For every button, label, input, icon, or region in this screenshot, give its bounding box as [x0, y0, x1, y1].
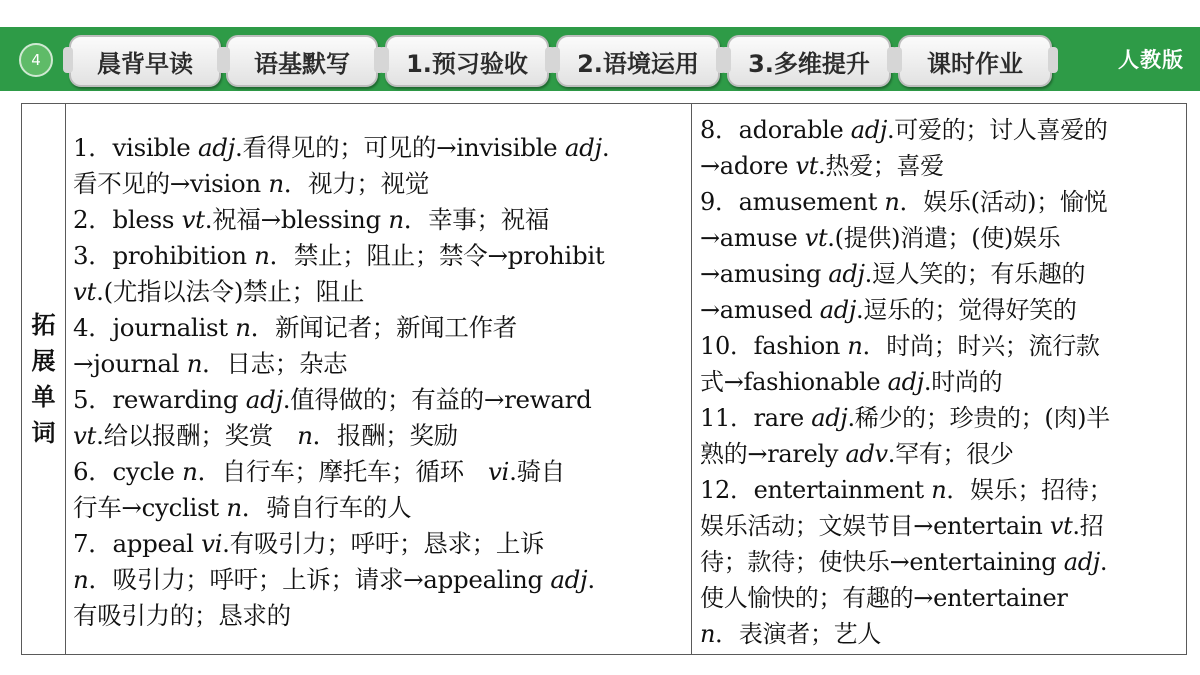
- part-of-speech: vt: [181, 205, 205, 234]
- vocab-line: [73, 238, 685, 274]
- part-of-speech: n: [186, 349, 203, 378]
- part-of-speech: n: [931, 476, 947, 504]
- vocab-text: .祝福→blessing: [204, 205, 389, 234]
- tab-vocabulary-dictation[interactable]: 语基默写: [226, 35, 378, 87]
- vocab-text: ．骑自行车的人: [241, 493, 412, 522]
- vocab-line: [700, 328, 1184, 364]
- vocabulary-column-right: [692, 104, 1188, 654]
- part-of-speech: adj: [811, 404, 848, 432]
- vocab-text: ．自行车；摩托车；循环: [197, 457, 488, 486]
- vocab-text: 10．fashion: [700, 332, 848, 360]
- vocab-text: ．表演者；艺人: [715, 620, 882, 648]
- vocab-line: [700, 508, 1184, 544]
- vocab-line: [73, 562, 685, 598]
- part-of-speech: n: [297, 421, 313, 450]
- vocab-text: 2．bless: [73, 205, 182, 234]
- vocab-line: [73, 490, 685, 526]
- part-of-speech: vi: [201, 529, 223, 558]
- vocab-text: 9．amusement: [700, 188, 885, 216]
- vocab-text: 6．cycle: [73, 457, 183, 486]
- vocab-line: [73, 598, 685, 634]
- vocab-text: ．视力；视觉: [283, 169, 430, 198]
- vocab-text: 12．entertainment: [700, 476, 932, 504]
- side-label-char: 词: [31, 419, 56, 447]
- vocab-text: .逗乐的；觉得好笑的: [855, 296, 1077, 324]
- vocab-text: .看得见的；可见的→invisible: [234, 133, 565, 162]
- vocab-text: 式→fashionable: [700, 368, 888, 396]
- vocab-text: .: [1099, 548, 1108, 576]
- part-of-speech: vt: [73, 421, 97, 450]
- vocab-text: 4．journalist: [73, 313, 236, 342]
- vocab-text: ．报酬；奖励: [312, 421, 458, 450]
- vocab-line: [700, 616, 1184, 652]
- vocab-line: [73, 418, 685, 454]
- tab-context-application[interactable]: 2.语境运用: [556, 35, 720, 87]
- part-of-speech: n: [847, 332, 863, 360]
- vocab-text: .: [587, 565, 595, 594]
- vocab-text: 看不见的→vision: [73, 169, 269, 198]
- vocab-text: ．娱乐(活动)；愉悦: [899, 188, 1108, 216]
- vocab-text: 行车→cyclist: [73, 493, 227, 522]
- vocab-text: 娱乐活动；文娱节目→entertain: [700, 512, 1050, 540]
- part-of-speech: adj: [850, 116, 887, 144]
- part-of-speech: vt: [795, 152, 819, 180]
- vocab-line: [73, 526, 685, 562]
- vocab-text: 11．rare: [700, 404, 812, 432]
- vocab-text: .给以报酬；奖赏: [96, 421, 298, 450]
- vocab-text: ．日志；杂志: [202, 349, 348, 378]
- tab-morning-reading[interactable]: 晨背早读: [69, 35, 221, 87]
- vocab-line: [700, 112, 1184, 148]
- part-of-speech: n: [182, 457, 198, 486]
- side-label-char: 展: [31, 347, 56, 375]
- side-label-extended-words: [22, 104, 66, 654]
- vocab-line: [73, 166, 685, 202]
- vocab-text: .时尚的: [923, 368, 1003, 396]
- vocab-text: ．禁止；阻止；禁令→prohibit: [269, 241, 605, 270]
- vocab-text: 待；款待；使快乐→entertaining: [700, 548, 1064, 576]
- edition-label: 人教版: [1118, 47, 1184, 72]
- vocab-text: 3．prohibition: [73, 241, 255, 270]
- vocab-line: [700, 400, 1184, 436]
- part-of-speech: n: [700, 620, 716, 648]
- part-of-speech: vi: [488, 457, 510, 486]
- vocab-line: [700, 364, 1184, 400]
- part-of-speech: adj: [245, 385, 283, 414]
- vocab-line: [700, 436, 1184, 472]
- vocab-line: [73, 454, 685, 490]
- tab-multi-dimensional-improvement[interactable]: 3.多维提升: [727, 35, 891, 87]
- part-of-speech: adj: [550, 565, 588, 594]
- part-of-speech: vt: [73, 277, 97, 306]
- part-of-speech: n: [388, 205, 404, 234]
- vocab-text: →amuse: [700, 224, 805, 252]
- vocab-text: .招: [1072, 512, 1104, 540]
- part-of-speech: n: [254, 241, 270, 270]
- vocab-line: [73, 274, 685, 310]
- vocab-line: [700, 580, 1184, 616]
- vocab-line: [700, 220, 1184, 256]
- vocab-line: [73, 346, 685, 382]
- vocab-text: 有吸引力的；恳求的: [73, 601, 291, 630]
- part-of-speech: adj: [887, 368, 924, 396]
- vocab-text: 7．appeal: [73, 529, 202, 558]
- part-of-speech: adj: [819, 296, 856, 324]
- vocab-text: →amusing: [700, 260, 829, 288]
- vocab-text: ．新闻记者；新闻工作者: [250, 313, 517, 342]
- vocab-text: 5．rewarding: [73, 385, 246, 414]
- vocab-line: [700, 472, 1184, 508]
- vocab-text: ．幸事；祝福: [403, 205, 550, 234]
- vocab-text: 8．adorable: [700, 116, 851, 144]
- vocab-text: .可爱的；讨人喜爱的: [886, 116, 1108, 144]
- vocab-text: .骑自: [509, 457, 565, 486]
- vocab-text: 使人愉快的；有趣的→entertainer: [700, 584, 1068, 612]
- vocab-line: [700, 148, 1184, 184]
- vocab-text: .有吸引力；呼吁；恳求；上诉: [222, 529, 545, 558]
- vocab-line: [73, 202, 685, 238]
- vocab-line: [73, 382, 685, 418]
- vocab-text: .逗人笑的；有乐趣的: [864, 260, 1086, 288]
- side-label-char: 拓: [31, 311, 56, 339]
- vocab-text: →amused: [700, 296, 820, 324]
- part-of-speech: adj: [1063, 548, 1100, 576]
- vocab-line: [700, 292, 1184, 328]
- vocabulary-table: [21, 103, 1187, 655]
- vocab-line: [73, 130, 685, 166]
- vocab-text: →adore: [700, 152, 796, 180]
- part-of-speech: vt: [1049, 512, 1073, 540]
- vocab-text: ．娱乐；招待；: [946, 476, 1113, 504]
- part-of-speech: n: [268, 169, 284, 198]
- vocab-line: [73, 310, 685, 346]
- page-number-badge: 4: [19, 43, 53, 77]
- part-of-speech: adj: [828, 260, 865, 288]
- vocab-text: .热爱；喜爱: [818, 152, 944, 180]
- vocab-text: 1．visible: [73, 133, 198, 162]
- vocab-text: .: [601, 133, 610, 162]
- vocab-text: →journal: [73, 349, 187, 378]
- vocab-text: .稀少的；珍贵的；(肉)半: [847, 404, 1110, 432]
- part-of-speech: adj: [564, 133, 602, 162]
- part-of-speech: adv: [845, 440, 888, 468]
- part-of-speech: vt: [804, 224, 828, 252]
- part-of-speech: n: [884, 188, 900, 216]
- side-label-char: 单: [31, 383, 56, 411]
- vocabulary-column-left: [65, 104, 692, 654]
- vocab-line: [700, 184, 1184, 220]
- tab-class-homework[interactable]: 课时作业: [898, 35, 1052, 87]
- vocab-line: [700, 256, 1184, 292]
- vocab-text: ．时尚；时兴；流行款: [862, 332, 1100, 360]
- vocab-text: ．吸引力；呼吁；上诉；请求→appealing: [88, 565, 551, 594]
- part-of-speech: adj: [197, 133, 235, 162]
- vocab-text: .值得做的；有益的→reward: [282, 385, 592, 414]
- part-of-speech: n: [235, 313, 251, 342]
- part-of-speech: n: [73, 565, 89, 594]
- vocab-text: 熟的→rarely: [700, 440, 846, 468]
- vocab-text: .(提供)消遣；(使)娱乐: [827, 224, 1061, 252]
- tab-preview-check[interactable]: 1.预习验收: [385, 35, 549, 87]
- vocab-line: [700, 544, 1184, 580]
- vocab-text: .罕有；很少: [887, 440, 1014, 468]
- part-of-speech: n: [226, 493, 242, 522]
- vocab-text: .(尤指以法令)禁止；阻止: [96, 277, 365, 306]
